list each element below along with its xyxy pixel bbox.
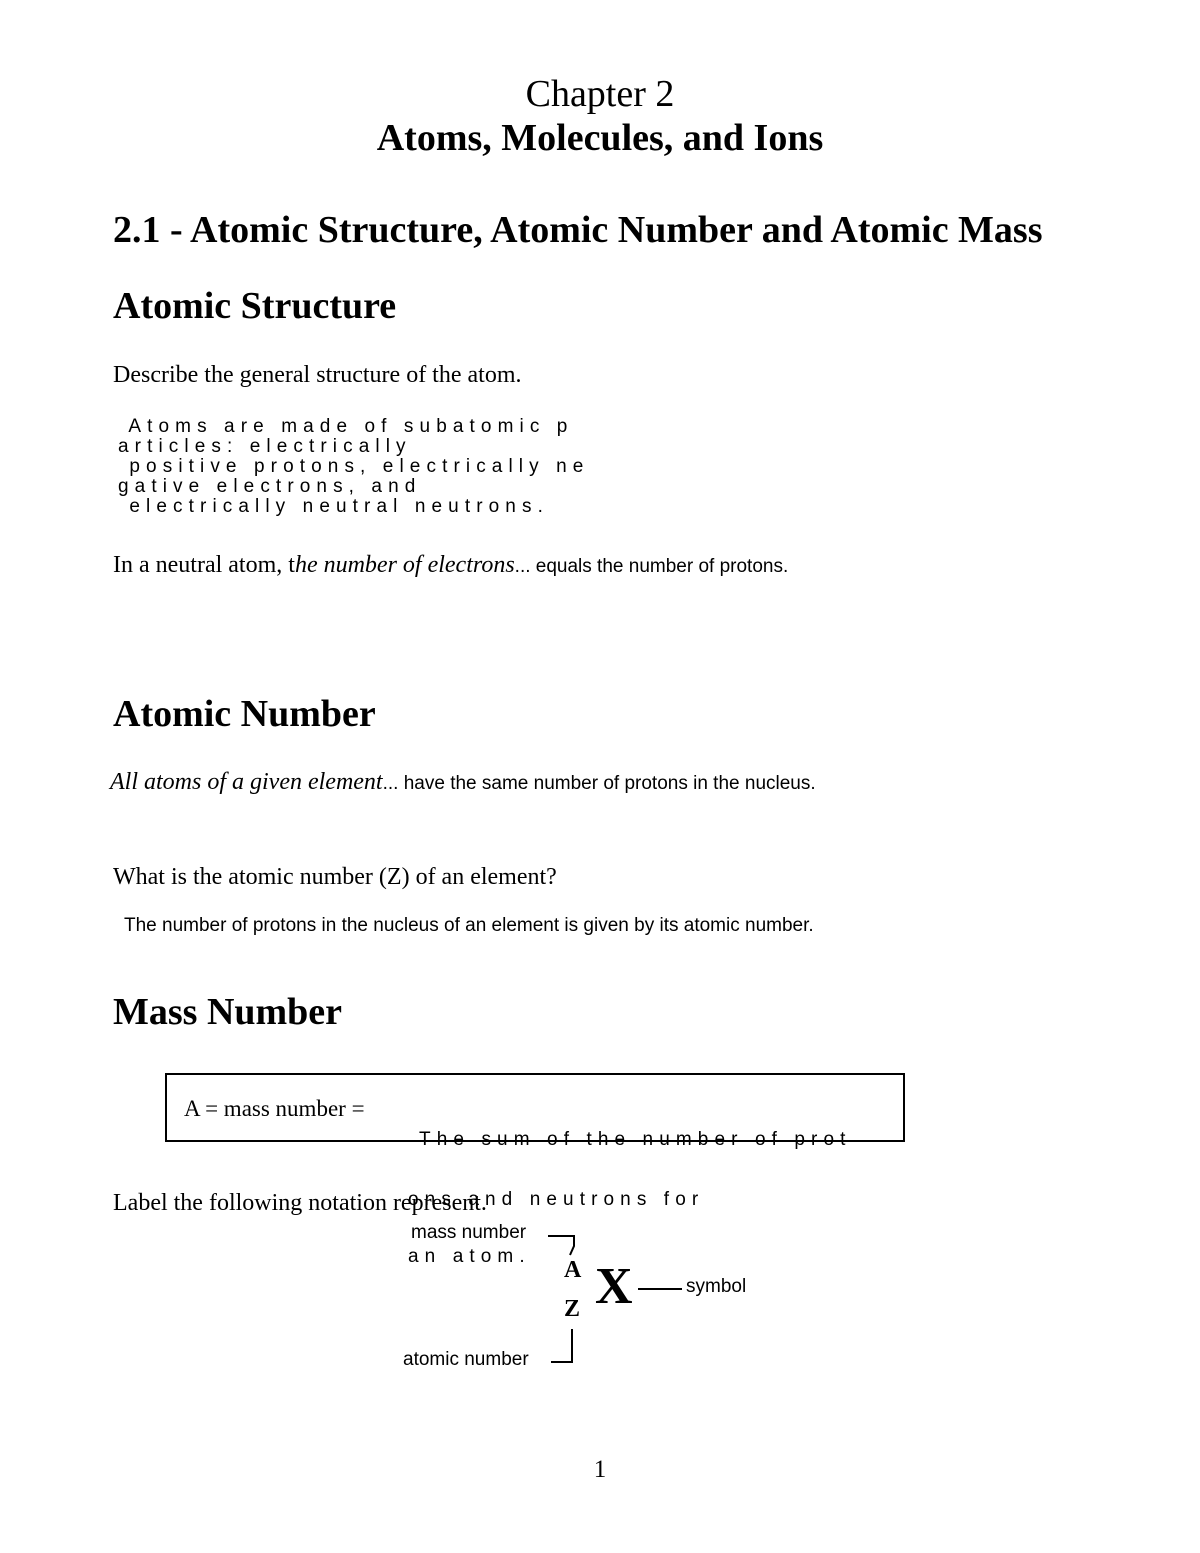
- structure-answer-line: gative electrons, and: [118, 476, 422, 497]
- atomic-number-heading: Atomic Number: [113, 693, 376, 735]
- neutral-italic: he number of electrons: [294, 552, 515, 578]
- atomic-number-leader: [551, 1329, 572, 1362]
- structure-answer-line: articles: electrically: [118, 436, 412, 457]
- atomic-structure-heading: Atomic Structure: [113, 285, 397, 327]
- neutral-prefix: In a neutral atom, t: [113, 552, 295, 578]
- formula-left: A = mass number =: [184, 1096, 365, 1121]
- chapter-label: Chapter 2: [525, 73, 675, 115]
- page-number: 1: [593, 1456, 607, 1483]
- atomic-number-label: atomic number: [403, 1349, 529, 1370]
- element-ellipsis: ...: [382, 773, 399, 794]
- mass-number-letter: A: [564, 1257, 582, 1283]
- mass-number-leader: [548, 1236, 574, 1255]
- element-answer: have the same number of protons in the nucleus.: [398, 773, 816, 794]
- element-symbol: X: [595, 1258, 633, 1315]
- atomic-number-question: What is the atomic number (Z) of an element?: [113, 864, 557, 890]
- structure-question: Describe the general structure of the atom.: [113, 362, 522, 388]
- atomic-number-letter: Z: [564, 1296, 581, 1322]
- atomic-number-answer: The number of protons in the nucleus of an element is given by its atomic number.: [124, 915, 814, 936]
- structure-answer-line: Atoms are made of subatomic p: [118, 416, 574, 437]
- element-italic: All atoms of a given element: [110, 769, 383, 795]
- section-heading: 2.1 - Atomic Structure, Atomic Number and Atomic Mass: [113, 209, 1043, 251]
- neutral-answer: equals the number of protons.: [530, 556, 789, 577]
- formula-line: an atom.: [408, 1246, 531, 1267]
- label-prompt: Label the following notation represent.: [113, 1190, 487, 1216]
- formula-line: The sum of the number of prot: [408, 1129, 852, 1150]
- formula-line: ons and neutrons for: [408, 1189, 705, 1210]
- chapter-title: Atoms, Molecules, and Ions: [376, 117, 824, 159]
- symbol-label: symbol: [686, 1276, 747, 1297]
- mass-number-heading: Mass Number: [113, 991, 343, 1033]
- structure-answer-line: positive protons, electrically ne: [118, 456, 590, 477]
- neutral-ellipsis: ...: [514, 556, 531, 577]
- structure-answer-line: electrically neutral neutrons.: [118, 496, 549, 517]
- mass-number-label: mass number: [411, 1222, 527, 1243]
